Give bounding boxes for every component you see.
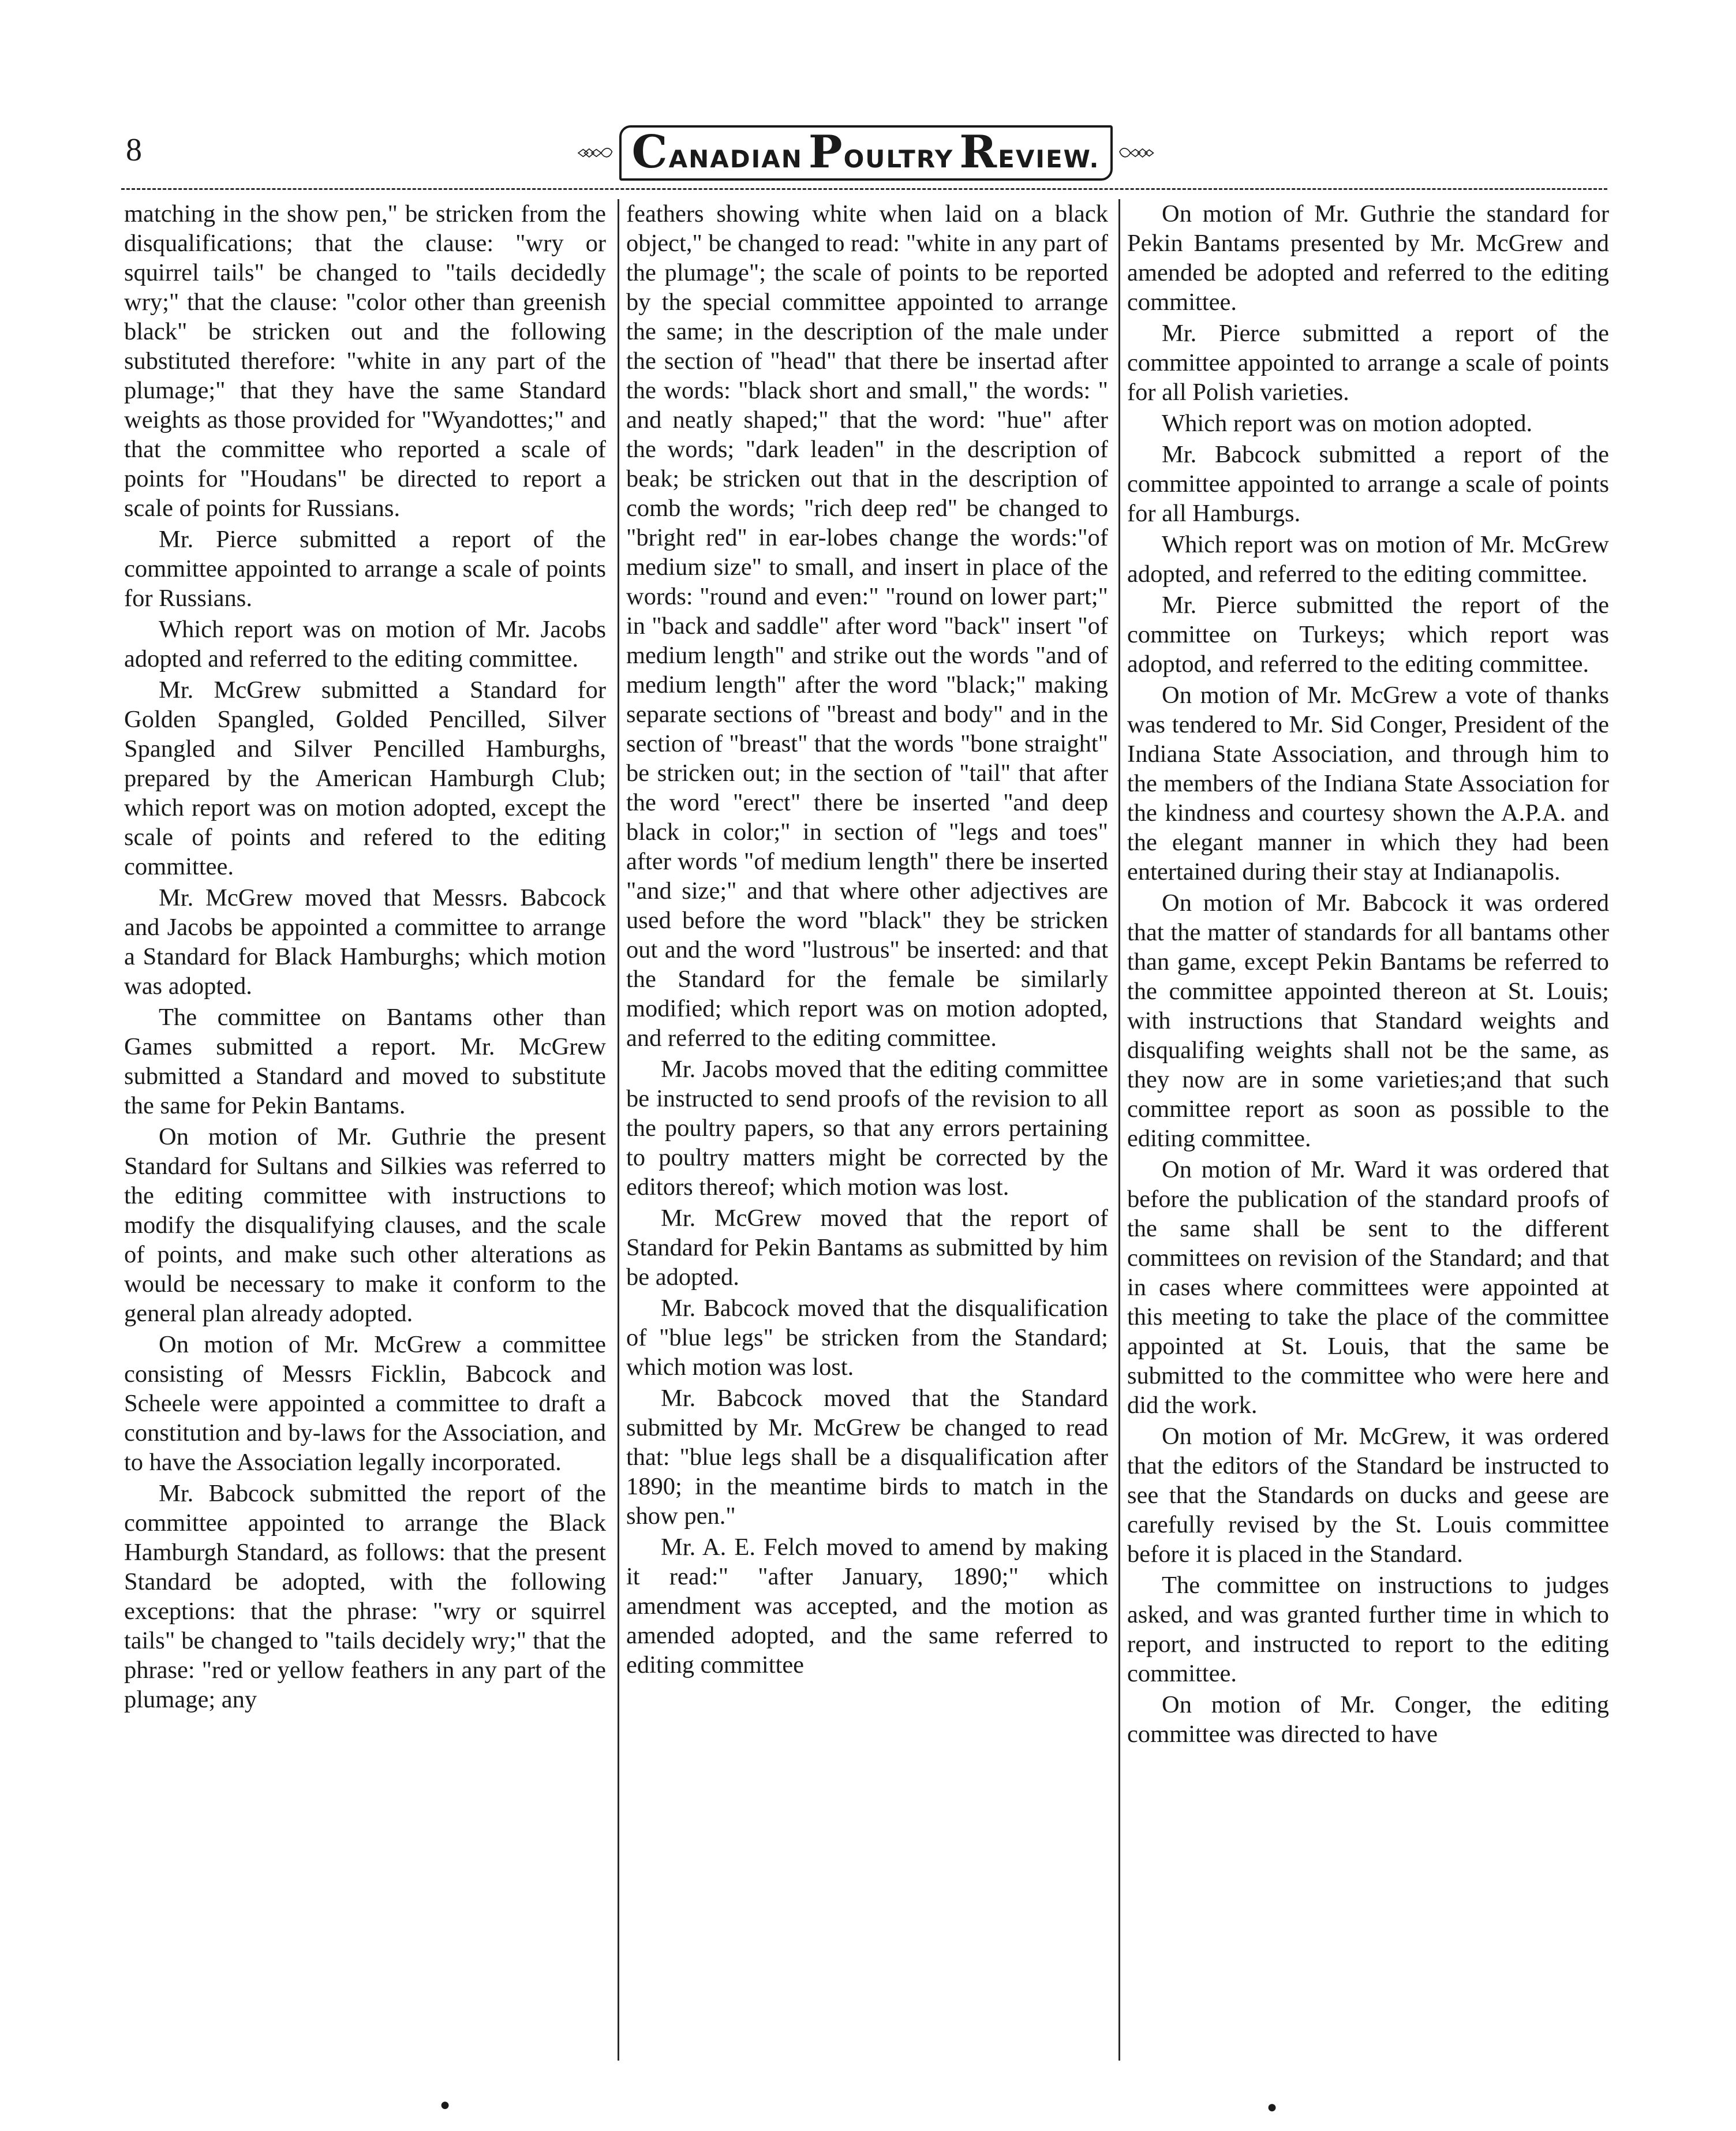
paragraph: Mr. Pierce submitted a report of the committee appointed to arrange a scale of points for Russians. <box>124 526 606 612</box>
paragraph: On motion of Mr. Babcock it was ordered that the matter of standards for all bantams other than game, except Pekin Bantams be referred to the committee appointed thereon at St. Louis; with instructions that Standard weights and disqualifing weights shall not be the same, as they now are in some varieties;and that such committee report as soon as possible to the editing committee. <box>1127 889 1609 1152</box>
left-flourish-ornament <box>577 133 613 173</box>
article-column-1 <box>124 199 606 2066</box>
paragraph: On motion of Mr. Conger, the editing committee was directed to have <box>1127 1691 1609 1748</box>
paragraph: Mr. Babcock moved that the Standard submitted by Mr. McGrew be changed to read that: "blue legs shall be a disqualification after 1890; in the meantime birds to match in the show pen." <box>626 1385 1108 1530</box>
paragraph: Mr. Babcock submitted the report of the committee appointed to arrange the Black Hamburgh Standard, as follows: that the present Standard be adopted, with the following exceptions: that the phrase: "wry or squirrel tails" be changed to "tails decidely wry;" that the phrase: "red or yellow feathers in any part of the plumage; any <box>124 1480 606 1713</box>
paragraph: matching in the show pen," be stricken from the disqualifications; that the clause: "wry or squirrel tails" be changed to "tails decidedly wry;" that the clause: "color other than greenish black" be stricken out and the following substituted therefore: "white in any part of the plumage;" that they have the same Standard weights as those provided for "Wyandottes;" and that the committee who reported a scale of points for "Houdans" be directed to report a scale of points for Russians. <box>124 200 606 522</box>
publication-title <box>619 125 1113 181</box>
paragraph: Mr. Pierce submitted the report of the committee on Turkeys; which report was adoptod, and referred to the editing committee. <box>1127 592 1609 678</box>
print-mark-dot: ● <box>440 2095 451 2114</box>
article-column-3 <box>1127 199 1609 2066</box>
paragraph: Which report was on motion adopted. <box>1162 410 1533 437</box>
column-divider <box>618 199 619 2061</box>
right-flourish-ornament <box>1118 133 1155 173</box>
paragraph: Mr. McGrew moved that Messrs. Babcock and Jacobs be appointed a committee to arrange a Standard for Black Hamburghs; which motion was adopted. <box>124 884 606 1000</box>
paragraph: The committee on instructions to judges asked, and was granted further time in which to report, and instructed to report to the editing committee. <box>1127 1572 1609 1687</box>
paragraph: On motion of Mr. Guthrie the present Standard for Sultans and Silkies was referred to the editing committee with instructions to modify the disqualifying clauses, and the scale of points, and make such other alterations as would be necessary to make it conform to the general plan already adopted. <box>124 1123 606 1327</box>
paragraph: Mr. McGrew submitted a Standard for Golden Spangled, Golded Pencilled, Silver Spangled and Silver Pencilled Hamburghs, prepared by the American Hamburgh Club; which report was on motion adopted, except the scale of points and refered to the editing committee. <box>124 676 606 880</box>
paragraph: Which report was on motion of Mr. Jacobs adopted and referred to the editing committee. <box>124 616 606 672</box>
title-word: CANADIAN <box>631 126 803 178</box>
article-column-2 <box>626 199 1108 2066</box>
paragraph: The committee on Bantams other than Games submitted a report. Mr. McGrew submitted a Standard and moved to substitute the same for Pekin Bantams. <box>124 1004 606 1119</box>
paragraph: Mr. Pierce submitted a report of the committee appointed to arrange a scale of points for all Polish varieties. <box>1127 320 1609 406</box>
paragraph: On motion of Mr. McGrew, it was ordered that the editors of the Standard be instructed to see that the Standards on ducks and geese are carefully revised by the St. Louis committee before it is placed in the Standard. <box>1127 1423 1609 1568</box>
paragraph: On motion of Mr. Ward it was ordered that before the publication of the standard proofs of the same shall be sent to the different committees on revision of the Standard; and that in cases where committees were appointed at this meeting to take the place of the committee appointed at St. Louis, that the same be submitted to the committee who were here and did the work. <box>1127 1156 1609 1419</box>
paragraph: Mr. Jacobs moved that the editing committee be instructed to send proofs of the revision to all the poultry papers, so that any errors pertaining to poultry matters might be corrected by the editors thereof; which motion was lost. <box>626 1056 1108 1201</box>
paragraph: On motion of Mr. Guthrie the standard for Pekin Bantams presented by Mr. McGrew and amended be adopted and referred to the editing committee. <box>1127 200 1609 316</box>
paragraph: Mr. Babcock submitted a report of the committee appointed to arrange a scale of points for all Hamburgs. <box>1127 441 1609 527</box>
masthead <box>577 121 1154 185</box>
title-word: REVIEW. <box>959 126 1100 178</box>
title-word: POULTRY <box>808 126 954 178</box>
paragraph: Mr. A. E. Felch moved to amend by making it read:" "after January, 1890;" which amendment was accepted, and the motion as amended adopted, and the same referred to editing committee <box>626 1534 1108 1678</box>
print-mark-dot: ● <box>1267 2098 1278 2117</box>
paragraph: feathers showing white when laid on a black object," be changed to read: "white in any part of the plumage"; the scale of points to be reported by the special committee appointed to arrange the same; in the description of the male under the section of "head" that there be insertad after the words: "black short and small," the words: " and neatly shaped;" that the word: "hue" after the words; "dark leaden" in the description of beak; be stricken out that in the description of comb the words; "rich deep red" be changed to "bright red" in ear-lobes change the words:"of medium size" to small, and insert in place of the words: "round and even:" "round on lower part;" in "back and saddle" after word "back" insert "of medium length" and strike out the words "and of medium length" after the word "black;" making separate sections of "breast and body" and in the section of "breast" that the words "bone straight" be stricken out; in the section of "tail" that after the word "erect" there be inserted "and deep black in color;" in section of "legs and toes" after words "of medium length" there be inserted "and size;" and that where other adjectives are used before the word "black" they be stricken out and the word "lustrous" be inserted: and that the Standard for the female be similarly modified; which report was on motion adopted, and referred to the editing committee. <box>626 200 1108 1052</box>
header-rule <box>121 188 1607 190</box>
paragraph: On motion of Mr. McGrew a committee consisting of Messrs Ficklin, Babcock and Scheele were appointed a committee to draft a constitution and by-laws for the Association, and to have the Association legally incorporated. <box>124 1331 606 1476</box>
page-number: 8 <box>126 132 142 168</box>
paragraph: On motion of Mr. McGrew a vote of thanks was tendered to Mr. Sid Conger, President of the Indiana State Association, and through him to the members of the Indiana State Association for the kindness and courtesy shown the A.P.A. and the elegant manner in which they had been entertained during their stay at Indianapolis. <box>1127 682 1609 885</box>
column-divider <box>1118 199 1120 2061</box>
paragraph: Which report was on motion of Mr. McGrew adopted, and referred to the editing committee. <box>1127 531 1609 588</box>
paragraph: Mr. McGrew moved that the report of Standard for Pekin Bantams as submitted by him be adopted. <box>626 1205 1108 1291</box>
paragraph: Mr. Babcock moved that the disqualification of "blue legs" be stricken from the Standard; which motion was lost. <box>626 1295 1108 1381</box>
